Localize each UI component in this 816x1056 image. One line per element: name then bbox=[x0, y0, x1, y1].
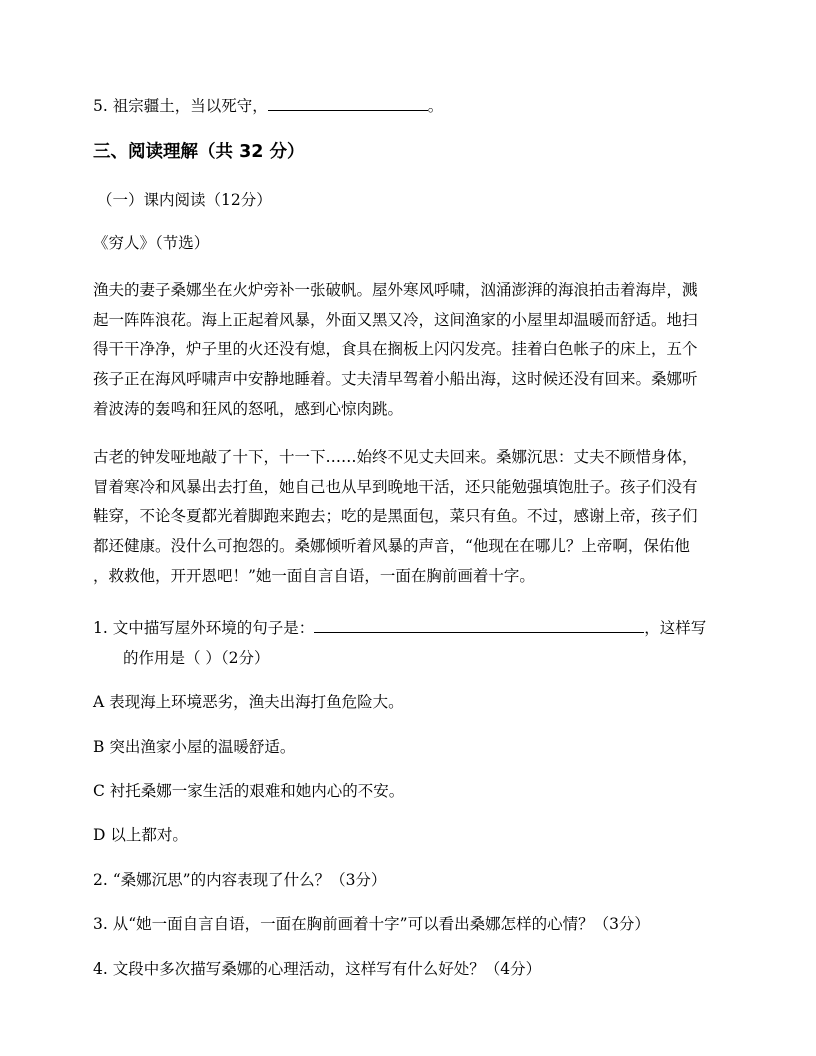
paragraph-line: 古老的钟发哑地敲了十下，十一下……始终不见丈夫回来。桑娜沉思：丈夫不顾惜身体， bbox=[93, 448, 698, 466]
question-2: 2. “桑娜沉思”的内容表现了什么？（3分） bbox=[93, 871, 387, 889]
paragraph-line: 鞋穿，不论冬夏都光着脚跑来跑去；吃的是黑面包，菜只有鱼。不过，感谢上帝，孩子们 bbox=[93, 507, 698, 526]
paragraph-line: 得干干净净，炉子里的火还没有熄，食具在搁板上闪闪发亮。挂着白色帐子的床上，五个 bbox=[93, 340, 698, 359]
fill-item-5 bbox=[93, 96, 443, 116]
question-1-suffix: ，这样写 bbox=[644, 619, 707, 637]
paragraph-line: ，救救他，开开恩吧！”她一面自言自语，一面在胸前画着十字。 bbox=[93, 566, 535, 585]
option-a: A 表现海上环境恶劣，渔夫出海打鱼危险大。 bbox=[93, 693, 404, 711]
answer-blank[interactable] bbox=[268, 96, 428, 111]
option-d: D 以上都对。 bbox=[93, 826, 188, 844]
question-1-line-2: 的作用是（ ）（2分） bbox=[123, 649, 270, 667]
section-title: 三、阅读理解（共 32 分） bbox=[93, 142, 305, 162]
paragraph-line: 冒着寒冷和风暴出去打鱼，她自己也从早到晚地干活，还只能勉强填饱肚子。孩子们没有 bbox=[93, 477, 698, 496]
option-b: B 突出渔家小屋的温暖舒适。 bbox=[93, 738, 296, 756]
answer-blank[interactable] bbox=[314, 618, 644, 633]
paragraph-line: 渔夫的妻子桑娜坐在火炉旁补一张破帆。屋外寒风呼啸，汹涌澎湃的海浪拍击着海岸，溅 bbox=[93, 281, 698, 299]
passage-paragraph-1 bbox=[93, 276, 721, 425]
subsection-title: （一）课内阅读（12分） bbox=[97, 191, 272, 209]
option-c: C 衬托桑娜一家生活的艰难和她内心的不安。 bbox=[93, 782, 405, 800]
fill-item-5-suffix: 。 bbox=[427, 97, 444, 115]
question-1 bbox=[93, 618, 706, 638]
paragraph-line: 起一阵阵浪花。海上正起着风暴，外面又黑又冷，这间渔家的小屋里却温暖而舒适。地扫 bbox=[93, 310, 698, 329]
question-1-prefix: 1. 文中描写屋外环境的句子是： bbox=[93, 619, 315, 637]
question-3: 3. 从“她一面自言自语，一面在胸前画着十字”可以看出桑娜怎样的心情？（3分） bbox=[93, 915, 650, 933]
paragraph-line: 孩子正在海风呼啸声中安静地睡着。丈夫清早驾着小船出海，这时候还没有回来。桑娜听 bbox=[93, 370, 698, 389]
fill-item-5-prefix: 5. 祖宗疆土，当以死守， bbox=[93, 97, 268, 115]
passage-title: 《穷人》（节选） bbox=[93, 234, 210, 252]
passage-paragraph-2 bbox=[93, 443, 721, 592]
paragraph-line: 着波涛的轰鸣和狂风的怒吼，感到心惊肉跳。 bbox=[93, 399, 404, 418]
paragraph-line: 都还健康。没什么可抱怨的。桑娜倾听着风暴的声音，“他现在在哪儿？上帝啊，保佑他 bbox=[93, 537, 690, 556]
question-4: 4. 文段中多次描写桑娜的心理活动，这样写有什么好处？（4分） bbox=[93, 960, 542, 978]
